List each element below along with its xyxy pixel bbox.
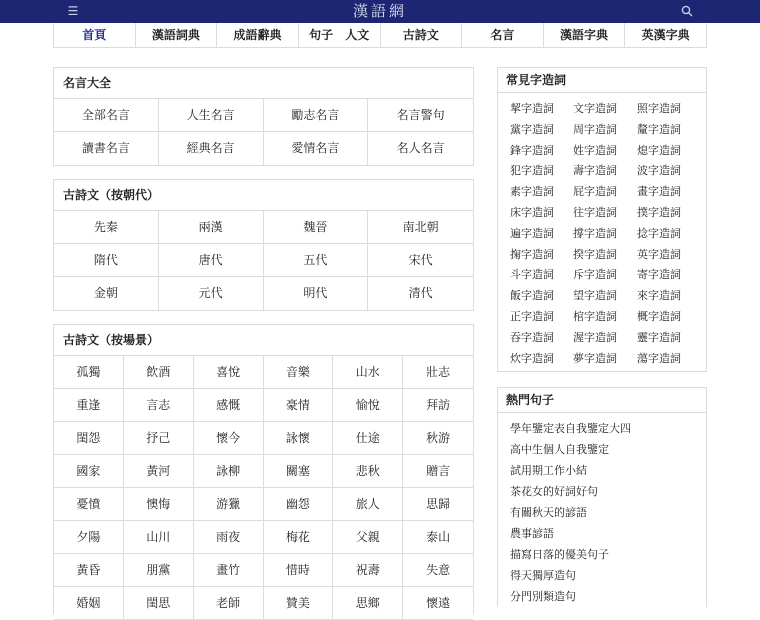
quote-category-5[interactable]: 經典名言 <box>159 132 264 165</box>
word-link-24[interactable]: 斗字造詞 <box>510 268 554 282</box>
word-link-4[interactable]: 周字造詞 <box>573 122 617 136</box>
scene-0[interactable]: 孤獨 <box>54 356 124 389</box>
top-bar <box>0 0 760 23</box>
quote-category-1[interactable]: 人生名言 <box>159 99 264 132</box>
scene-21[interactable]: 關塞 <box>264 455 334 488</box>
scene-39[interactable]: 惜時 <box>264 554 334 587</box>
scene-38[interactable]: 畫竹 <box>194 554 264 587</box>
word-link-20[interactable]: 捻字造詞 <box>637 226 681 240</box>
scene-title: 古詩文（按場景） <box>54 325 473 356</box>
scene-25[interactable]: 懊悔 <box>124 488 194 521</box>
dynasty-4[interactable]: 隋代 <box>54 244 159 277</box>
word-link-6[interactable]: 鋒字造詞 <box>510 143 554 157</box>
word-link-30[interactable]: 正字造詞 <box>510 309 554 323</box>
scene-30[interactable]: 夕陽 <box>54 521 124 554</box>
sentence-link-5[interactable]: 農事諺語 <box>510 527 554 540</box>
word-link-11[interactable]: 波字造詞 <box>637 164 681 178</box>
word-link-22[interactable]: 揆字造詞 <box>573 247 617 261</box>
scene-3[interactable]: 音樂 <box>264 356 334 389</box>
quote-category-4[interactable]: 讀書名言 <box>54 132 159 165</box>
sentence-link-7[interactable]: 得天獨厚造句 <box>510 569 576 582</box>
word-link-34[interactable]: 渥字造詞 <box>573 330 617 344</box>
scene-35[interactable]: 泰山 <box>403 521 473 554</box>
word-link-1[interactable]: 文字造詞 <box>573 102 617 115</box>
word-link-36[interactable]: 炊字造詞 <box>510 351 554 365</box>
scene-26[interactable]: 游獵 <box>194 488 264 521</box>
scene-31[interactable]: 山川 <box>124 521 194 554</box>
word-link-18[interactable]: 遍字造詞 <box>510 226 554 240</box>
quote-category-3[interactable]: 名言警句 <box>368 99 473 132</box>
hot-sentences-list <box>498 413 706 607</box>
quote-category-7[interactable]: 名人名言 <box>396 141 445 155</box>
scene-40[interactable]: 祝壽 <box>333 554 403 587</box>
word-link-31[interactable]: 棺字造詞 <box>573 309 617 323</box>
common-words-title: 常見字造詞 <box>498 68 706 93</box>
nav-tab-1[interactable]: 漢語詞典 <box>136 23 218 47</box>
scene-19[interactable]: 黃河 <box>124 455 194 488</box>
scene-13[interactable]: 抒己 <box>124 422 194 455</box>
sentence-link-1[interactable]: 高中生個人自我鑒定 <box>510 443 609 456</box>
word-link-32[interactable]: 概字造詞 <box>637 309 681 323</box>
hot-sentences-panel <box>497 387 707 607</box>
scene-24[interactable]: 憂憤 <box>54 488 124 521</box>
quote-category-2[interactable]: 勵志名言 <box>264 99 369 132</box>
dynasty-grid <box>54 211 473 310</box>
word-link-29[interactable]: 來字造詞 <box>637 289 681 303</box>
scene-37[interactable]: 朋黨 <box>124 554 194 587</box>
word-link-8[interactable]: 熄字造詞 <box>637 143 681 157</box>
scene-27[interactable]: 幽怨 <box>264 488 334 521</box>
hamburger-menu-icon[interactable]: ☰ <box>67 4 79 18</box>
scene-5[interactable]: 壯志 <box>403 356 473 389</box>
nav-tab-6[interactable]: 漢語字典 <box>544 23 626 47</box>
scene-17[interactable]: 秋游 <box>403 422 473 455</box>
quote-category-0[interactable]: 全部名言 <box>54 99 159 132</box>
scene-28[interactable]: 旅人 <box>333 488 403 521</box>
main-nav <box>53 23 707 48</box>
scene-panel <box>53 324 474 614</box>
word-link-10[interactable]: 壽字造詞 <box>573 164 617 178</box>
scene-47[interactable]: 懷遠 <box>403 587 473 620</box>
common-words-panel <box>497 67 707 372</box>
scene-34[interactable]: 父親 <box>333 521 403 554</box>
word-link-21[interactable]: 掬字造詞 <box>510 247 554 261</box>
nav-tab-4[interactable]: 古詩文 <box>381 23 463 47</box>
nav-tab-3[interactable]: 句子 人文 <box>299 23 381 47</box>
scene-4[interactable]: 山水 <box>333 356 403 389</box>
scene-2[interactable]: 喜悅 <box>194 356 264 389</box>
word-link-12[interactable]: 素字造詞 <box>510 185 554 199</box>
word-link-17[interactable]: 撲字造詞 <box>637 205 681 219</box>
word-link-9[interactable]: 犯字造詞 <box>510 164 554 178</box>
site-logo[interactable]: 漢語網 <box>352 2 407 20</box>
quotes-panel <box>53 67 474 166</box>
nav-tab-5[interactable]: 名言 <box>462 23 544 47</box>
word-link-5[interactable]: 釐字造詞 <box>637 122 681 136</box>
word-link-3[interactable]: 黨字造詞 <box>510 122 554 136</box>
scene-10[interactable]: 愉悅 <box>333 389 403 422</box>
dynasty-10[interactable]: 明代 <box>264 277 369 310</box>
word-link-33[interactable]: 吞字造詞 <box>510 330 554 344</box>
scene-11[interactable]: 拜訪 <box>403 389 473 422</box>
dynasty-8[interactable]: 金朝 <box>54 277 159 310</box>
scene-18[interactable]: 國家 <box>54 455 124 488</box>
word-link-7[interactable]: 姓字造詞 <box>573 143 617 157</box>
dynasty-3[interactable]: 南北朝 <box>368 211 473 244</box>
word-link-16[interactable]: 往字造詞 <box>573 205 617 219</box>
dynasty-11[interactable]: 清代 <box>408 286 433 300</box>
dynasty-5[interactable]: 唐代 <box>159 244 264 277</box>
sentence-link-8[interactable]: 分門別類造句 <box>510 590 576 603</box>
word-link-28[interactable]: 望字造詞 <box>573 289 617 303</box>
sentence-link-2[interactable]: 試用期工作小結 <box>510 464 587 477</box>
scene-41[interactable]: 失意 <box>403 554 473 587</box>
scene-15[interactable]: 詠懷 <box>264 422 334 455</box>
scene-1[interactable]: 飲酒 <box>124 356 194 389</box>
word-link-37[interactable]: 夢字造詞 <box>573 351 617 365</box>
scene-29[interactable]: 思歸 <box>403 488 473 521</box>
word-link-2[interactable]: 照字造詞 <box>637 102 681 115</box>
scene-36[interactable]: 黃昏 <box>54 554 124 587</box>
dynasty-2[interactable]: 魏晉 <box>264 211 369 244</box>
nav-tab-7[interactable]: 英漢字典 <box>641 28 690 42</box>
sentence-link-0[interactable]: 學年鑒定表自我鑒定大四 <box>510 422 631 435</box>
quotes-title: 名言大全 <box>54 68 473 99</box>
scene-7[interactable]: 言志 <box>124 389 194 422</box>
scene-22[interactable]: 悲秋 <box>333 455 403 488</box>
scene-9[interactable]: 豪情 <box>264 389 334 422</box>
dynasty-title: 古詩文（按朝代） <box>54 180 473 211</box>
scene-32[interactable]: 雨夜 <box>194 521 264 554</box>
word-link-26[interactable]: 寄字造詞 <box>637 268 681 282</box>
word-link-14[interactable]: 畫字造詞 <box>637 185 681 199</box>
dynasty-0[interactable]: 先秦 <box>54 211 159 244</box>
scene-43[interactable]: 閨思 <box>124 587 194 620</box>
word-link-38[interactable]: 蕩字造詞 <box>637 351 681 365</box>
scene-8[interactable]: 感慨 <box>194 389 264 422</box>
common-words-grid <box>498 93 706 369</box>
scene-46[interactable]: 思鄉 <box>333 587 403 620</box>
word-link-25[interactable]: 斥字造詞 <box>573 268 617 282</box>
scene-33[interactable]: 梅花 <box>264 521 334 554</box>
word-link-13[interactable]: 屁字造詞 <box>573 185 617 199</box>
dynasty-1[interactable]: 兩漢 <box>159 211 264 244</box>
scene-16[interactable]: 仕途 <box>333 422 403 455</box>
word-link-0[interactable]: 挈字造詞 <box>510 102 554 115</box>
dynasty-7[interactable]: 宋代 <box>368 244 473 277</box>
scene-12[interactable]: 閨怨 <box>54 422 124 455</box>
dynasty-6[interactable]: 五代 <box>264 244 369 277</box>
nav-tab-0[interactable]: 首頁 <box>54 23 136 47</box>
scene-6[interactable]: 重逢 <box>54 389 124 422</box>
nav-tab-2[interactable]: 成語辭典 <box>217 23 299 47</box>
search-icon[interactable] <box>680 4 694 18</box>
scene-42[interactable]: 婚姻 <box>54 587 124 620</box>
dynasty-panel <box>53 179 474 311</box>
sentence-link-4[interactable]: 有關秋天的諺語 <box>510 506 587 519</box>
scene-14[interactable]: 懷今 <box>194 422 264 455</box>
quotes-grid <box>54 99 473 165</box>
scene-23[interactable]: 贈言 <box>403 455 473 488</box>
word-link-19[interactable]: 撐字造詞 <box>573 226 617 240</box>
scene-45[interactable]: 贊美 <box>264 587 334 620</box>
word-link-27[interactable]: 飯字造詞 <box>510 289 554 303</box>
sentence-link-3[interactable]: 茶花女的好詞好句 <box>510 485 598 498</box>
sentence-link-6[interactable]: 描寫日落的優美句子 <box>510 548 609 561</box>
quote-category-6[interactable]: 愛情名言 <box>264 132 369 165</box>
word-link-23[interactable]: 英字造詞 <box>637 247 681 261</box>
word-link-15[interactable]: 床字造詞 <box>510 205 554 219</box>
scene-44[interactable]: 老師 <box>194 587 264 620</box>
scene-grid <box>54 356 473 620</box>
scene-20[interactable]: 詠柳 <box>194 455 264 488</box>
dynasty-9[interactable]: 元代 <box>159 277 264 310</box>
word-link-35[interactable]: 靈字造詞 <box>637 330 681 344</box>
hot-sentences-title: 熱門句子 <box>498 388 706 413</box>
